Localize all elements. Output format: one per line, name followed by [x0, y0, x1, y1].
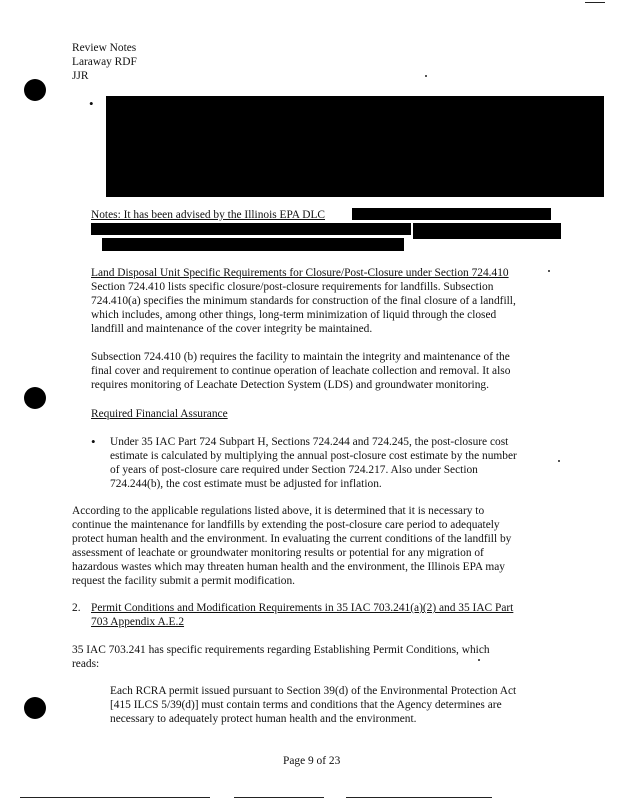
- quote-line: [415 ILCS 5/39(d)] must contain terms and conditions that the Agency determines are: [110, 699, 502, 711]
- punch-hole-bottom: [24, 697, 46, 719]
- paragraph-line: Subsection 724.410 (b) requires the facility to maintain the integrity and maintenance of the: [91, 351, 510, 363]
- financial-heading: Required Financial Assurance: [91, 408, 228, 420]
- paragraph-line: landfill and maintenance of the cover integrity be maintained.: [91, 323, 373, 335]
- bullet-dot: •: [91, 434, 96, 449]
- block-quote: [110, 684, 570, 726]
- bullet-dot: •: [89, 96, 94, 111]
- paragraph-line: 724.410(a) specifies the minimum standards for construction of the final closure of a landfill,: [91, 295, 516, 307]
- paragraph-line: hazardous wastes which may threaten human health and the environment, the Illinois EPA may: [72, 561, 505, 573]
- notes-lead: Notes: It has been advised by the Illinois EPA DLC: [91, 209, 326, 221]
- quote-line: Each RCRA permit issued pursuant to Section 39(d) of the Environmental Protection Act: [110, 685, 517, 697]
- paragraph-line: request the facility submit a permit modification.: [72, 575, 296, 587]
- punch-hole-middle: [24, 387, 46, 409]
- paragraph-line: continue the maintenance for landfills by extending the post-closure care period to adequately: [72, 519, 500, 531]
- paragraph-line: According to the applicable regulations listed above, it is determined that it is necessary to: [72, 505, 485, 517]
- item-2-intro: [72, 643, 562, 671]
- paragraph-line: 35 IAC 703.241 has specific requirements regarding Establishing Permit Conditions, which: [72, 644, 490, 656]
- paragraph-line: protect human health and the environment. In evaluating the current conditions of the landfill by: [72, 533, 512, 545]
- bullet-line: of years of post-closure care required under Section 724.217. Also under Section: [110, 464, 478, 476]
- scan-artifact-line: [20, 797, 210, 798]
- redaction-bar-3: [413, 223, 561, 239]
- item-2-heading-line: 703 Appendix A.E.2: [91, 616, 185, 628]
- bullet-line: estimate is calculated by multiplying the annual post-closure cost estimate by the number: [110, 450, 517, 462]
- paragraph-line: reads:: [72, 658, 100, 670]
- paragraph-line: which includes, among other things, long-term minimization of liquid through the closed: [91, 309, 497, 321]
- scan-speck: [478, 659, 480, 661]
- page-number: Page 9 of 23: [283, 755, 341, 767]
- quote-line: necessary to adequately protect human health and the environment.: [110, 713, 417, 725]
- header-line-initials: JJR: [72, 70, 89, 82]
- item-2-heading: [91, 601, 513, 629]
- scan-artifact-line: [234, 797, 324, 798]
- punch-hole-top: [24, 79, 46, 101]
- bullet-line: 724.244(b), the cost estimate must be adjusted for inflation.: [110, 478, 382, 490]
- section-heading: Land Disposal Unit Specific Requirements for Closure/Post-Closure under Section 724.410: [91, 267, 509, 279]
- bullet-line: Under 35 IAC Part 724 Subpart H, Sections 724.244 and 724.245, the post-closure cost: [110, 436, 509, 448]
- item-2-heading-line: Permit Conditions and Modification Requirements in 35 IAC 703.241(a)(2) and 35 IAC Part: [91, 602, 514, 614]
- redaction-block-large: [106, 96, 604, 197]
- scan-speck: [425, 75, 427, 77]
- subsection-b-paragraph: [91, 350, 561, 392]
- paragraph-line: final cover and requirement to continue operation of leachate collection and removal. It also: [91, 365, 511, 377]
- section-724-410: [91, 266, 561, 336]
- header-line-review-notes: Review Notes: [72, 42, 137, 54]
- scan-speck: [558, 460, 560, 462]
- determination-paragraph: [72, 504, 562, 588]
- financial-bullet: [110, 435, 570, 491]
- paragraph-line: Section 724.410 lists specific closure/post-closure requirements for landfills. Subsection: [91, 281, 494, 293]
- redaction-bar-2: [91, 223, 411, 235]
- paragraph-line: assessment of leachate or groundwater monitoring results or potential for any migration of: [72, 547, 484, 559]
- scan-artifact-line: [585, 2, 605, 3]
- header-line-facility: Laraway RDF: [72, 56, 137, 68]
- item-2-number: 2.: [72, 602, 81, 614]
- paragraph-line: requires monitoring of Leachate Detection System (LDS) and groundwater monitoring.: [91, 379, 489, 391]
- redaction-bar-4: [102, 238, 404, 251]
- scan-speck: [548, 270, 550, 272]
- scan-artifact-line: [346, 797, 492, 798]
- review-header: [72, 41, 137, 83]
- redaction-bar-1: [352, 208, 551, 220]
